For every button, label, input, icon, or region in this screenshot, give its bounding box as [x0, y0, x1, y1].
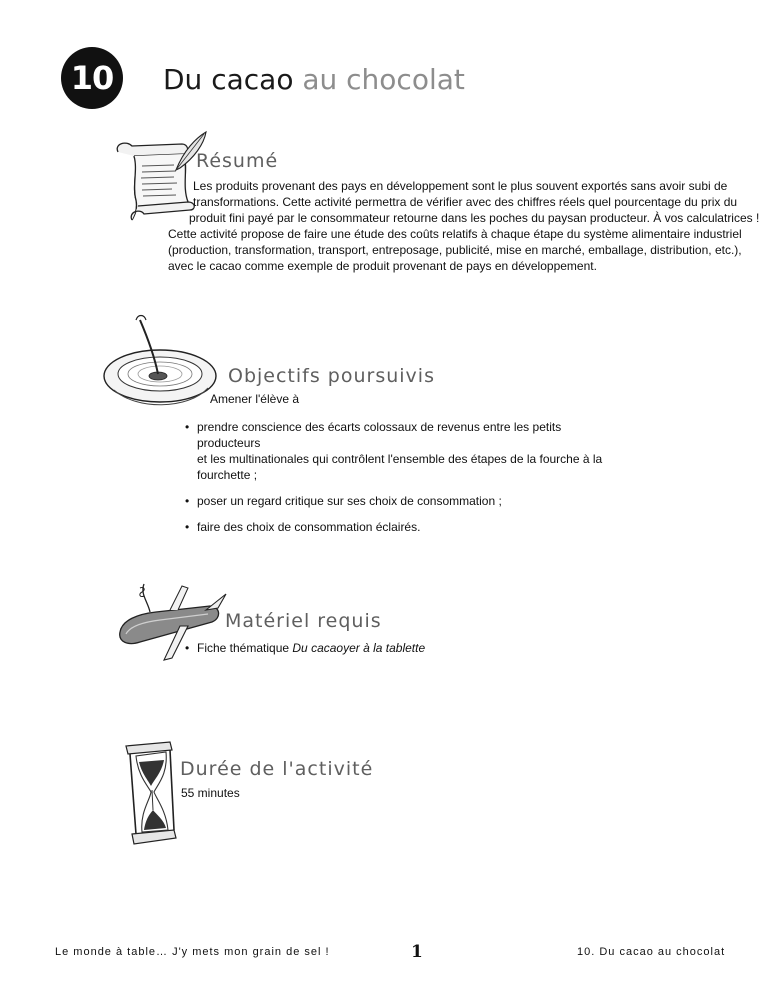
resume-line: avec le cacao comme exemple de produit provenant de pays en développement. — [168, 259, 597, 273]
list-item-text: Fiche thématique — [197, 641, 293, 655]
resume-line: transformations. Cette activité permettra de vérifier avec des chiffres réels quel pourcentage du prix du — [193, 195, 738, 209]
page-number: 1 — [411, 942, 423, 962]
resume-line: Cette activité propose de faire une étude des coûts relatifs à chaque étape du système alimentaire industriel — [168, 227, 742, 241]
list-item-text: et les multinationales qui contrôlent l'ensemble des étapes de la fourche à la — [197, 452, 603, 466]
list-item-text: • prendre conscience des écarts colossaux de revenus entre les petits producteurs — [197, 420, 562, 450]
list-item — [185, 640, 585, 656]
resume-line: (production, transformation, transport, entreposage, publicité, mise en marché, emballage, distribution, etc.), — [168, 243, 742, 257]
hourglass-icon — [120, 740, 180, 850]
resume-line: produit fini payé par le consommateur retourne dans les poches du paysan producteur. À vos calculatrices ! — [189, 211, 760, 225]
list-item-text: fourchette ; — [197, 468, 258, 482]
objectifs-list — [185, 419, 615, 545]
section-heading-duree: Durée de l'activité — [180, 758, 374, 780]
list-item — [185, 493, 615, 509]
resume-line: Les produits provenant des pays en développement sont le plus souvent exportés sans avoir subi de — [193, 179, 728, 193]
objectifs-intro: Amener l'élève à — [210, 392, 300, 406]
list-item — [185, 519, 615, 535]
resume-paragraph — [168, 178, 760, 274]
section-heading-objectifs: Objectifs poursuivis — [228, 365, 435, 387]
title-secondary: au chocolat — [302, 63, 465, 96]
activity-number-badge: 10 — [61, 47, 123, 109]
list-item-text: • faire des choix de consommation éclairés. — [197, 520, 421, 534]
footer-left: Le monde à table… J'y mets mon grain de sel ! — [55, 946, 330, 958]
materiel-list — [185, 640, 585, 666]
title-main: Du cacao — [163, 63, 294, 96]
footer-right: 10. Du cacao au chocolat — [577, 946, 726, 958]
document-title: Du cacaoyer à la tablette — [292, 641, 426, 655]
section-heading-resume: Résumé — [196, 150, 279, 172]
section-heading-materiel: Matériel requis — [225, 610, 382, 632]
list-item — [185, 419, 615, 483]
list-item-text: • poser un regard critique sur ses choix de consommation ; — [197, 494, 502, 508]
duree-value: 55 minutes — [181, 786, 240, 800]
page-title — [163, 63, 465, 96]
